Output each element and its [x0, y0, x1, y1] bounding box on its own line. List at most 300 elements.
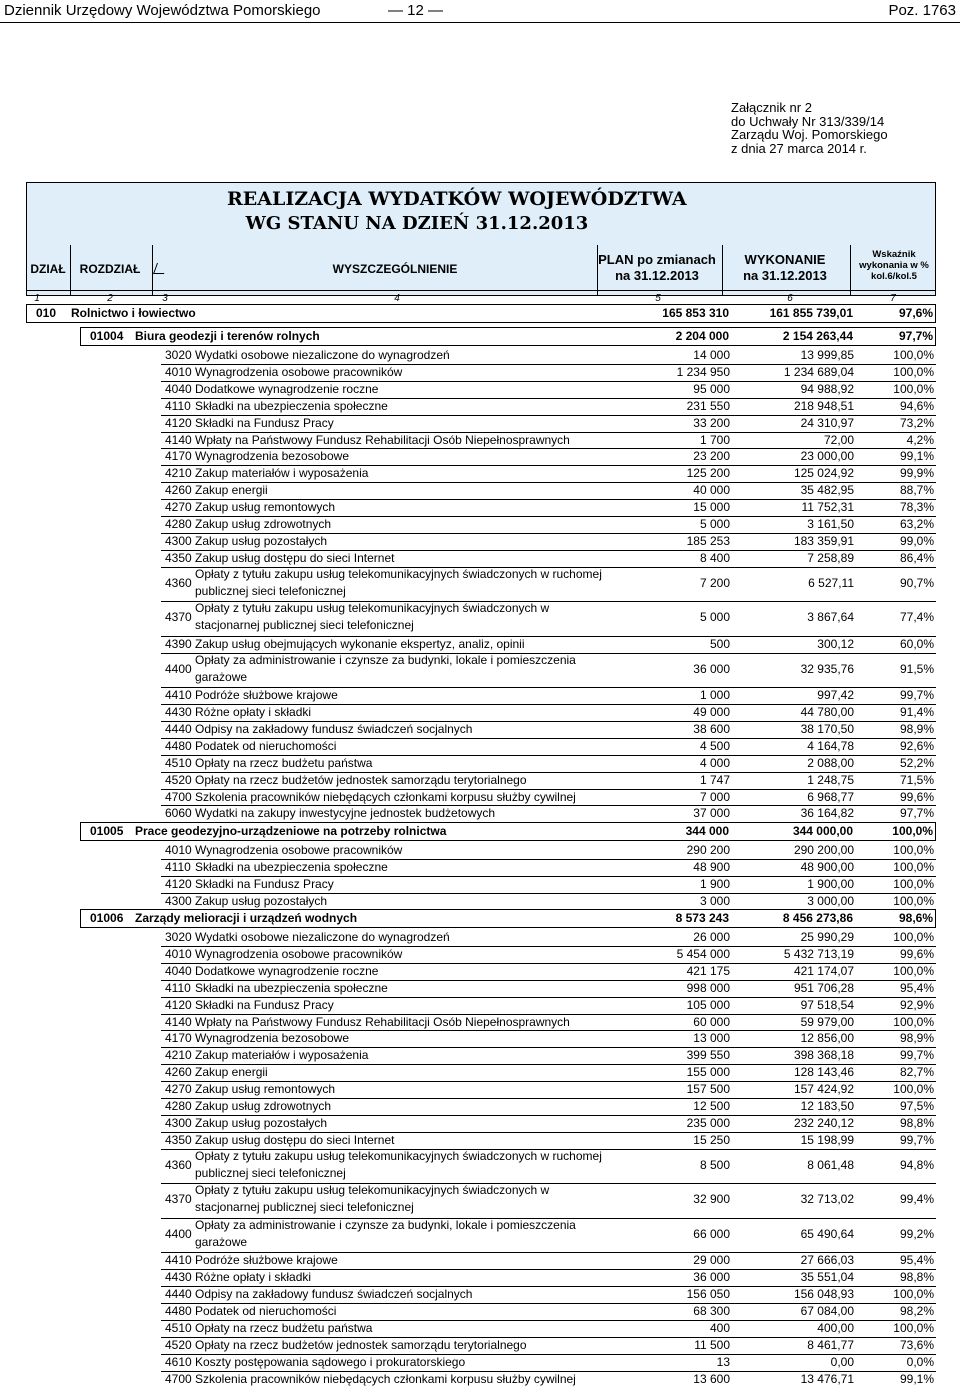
item-pct: 99,6% — [899, 789, 934, 804]
table-row — [161, 381, 936, 398]
item-plan: 37 000 — [693, 806, 730, 821]
item-plan: 290 200 — [686, 843, 730, 857]
item-wyk: 23 000,00 — [800, 449, 854, 464]
table-row — [161, 929, 936, 946]
table-row — [161, 550, 936, 567]
item-desc: Wynagrodzenia osobowe pracowników — [195, 364, 403, 379]
paragraph-code: 4110 — [165, 398, 191, 413]
item-wyk: 4 164,78 — [807, 738, 854, 753]
item-plan: 66 000 — [693, 1226, 730, 1241]
item-wyk: 125 024,92 — [793, 466, 854, 481]
item-desc: Zakup usług dostępu do sieci Internet — [195, 1132, 395, 1147]
item-pct: 100,0% — [893, 364, 934, 379]
table-row — [161, 567, 936, 602]
item-desc: Zakup energii — [195, 483, 268, 498]
annex-line: Załącznik nr 2 — [731, 100, 812, 115]
rozdzial-plan: 2 204 000 — [675, 329, 729, 343]
item-desc-line2: publicznej sieci telefonicznej — [195, 583, 346, 598]
paragraph-code: 4400 — [165, 661, 192, 676]
item-wyk: 157 424,92 — [793, 1082, 854, 1097]
item-desc-line1: Opłaty za administrowanie i czynsze za budynki, lokale i pomieszczenia — [195, 1217, 576, 1232]
item-pct: 94,8% — [899, 1157, 934, 1172]
paragraph-code: 4260 — [165, 483, 192, 498]
table-row — [161, 1371, 936, 1388]
item-wyk: 36 164,82 — [800, 806, 854, 821]
table-row — [161, 1081, 936, 1098]
item-desc: Zakup usług remontowych — [195, 500, 336, 515]
paragraph-code: 4350 — [165, 1132, 192, 1147]
item-wyk: 156 048,93 — [793, 1287, 854, 1301]
table-row — [161, 1047, 936, 1064]
rozdzial-row — [80, 327, 936, 346]
item-plan: 500 — [709, 636, 730, 651]
item-desc-line1: Opłaty z tytułu zakupu usług telekomunikacyjnych świadczonych w ruchomej — [195, 1148, 602, 1163]
item-wyk: 59 979,00 — [800, 1014, 854, 1029]
item-desc: Wynagrodzenia bezosobowe — [195, 1031, 349, 1046]
item-desc: Zakup materiałów i wyposażenia — [195, 1048, 369, 1063]
paragraph-code: 4010 — [165, 946, 192, 961]
table-row — [161, 1149, 936, 1184]
paragraph-code: 4410 — [165, 1253, 192, 1268]
col-divider — [597, 245, 598, 295]
paragraph-code: 4040 — [165, 381, 192, 396]
item-wyk: 48 900,00 — [800, 859, 854, 874]
item-plan: 235 000 — [686, 1115, 730, 1130]
paragraph-code: 4400 — [165, 1226, 192, 1241]
paragraph-code: 4700 — [165, 789, 192, 804]
item-desc: Dodatkowe wynagrodzenie roczne — [195, 381, 379, 396]
item-pct: 88,7% — [899, 483, 934, 498]
paragraph-code: 4300 — [165, 533, 192, 548]
table-row — [161, 653, 936, 688]
item-wyk: 5 432 713,19 — [783, 946, 854, 961]
item-wyk: 3 867,64 — [807, 610, 854, 625]
item-pct: 95,4% — [899, 1253, 934, 1268]
item-wyk: 8 461,77 — [807, 1337, 854, 1352]
item-wyk: 94 988,92 — [800, 381, 854, 396]
col-plan-l1: PLAN po zmianach — [598, 252, 716, 267]
item-wyk: 3 000,00 — [807, 893, 854, 908]
dzial-code: 010 — [36, 306, 57, 320]
item-wyk: 65 490,64 — [800, 1226, 854, 1241]
table-row — [161, 1320, 936, 1337]
rozdzial-code: 01006 — [90, 911, 124, 925]
paragraph-code: 4410 — [165, 688, 192, 703]
item-pct: 100,0% — [893, 1014, 934, 1029]
colnum: 3 — [162, 293, 168, 304]
table-row — [161, 1183, 936, 1218]
item-desc: Składki na ubezpieczenia społeczne — [195, 980, 388, 995]
item-wyk: 421 174,07 — [793, 963, 854, 978]
item-wyk: 951 706,28 — [793, 980, 854, 995]
paragraph-code: 4010 — [165, 843, 192, 857]
item-pct: 73,2% — [899, 415, 934, 430]
rozdzial-name: Biura geodezji i terenów rolnych — [135, 329, 320, 343]
rozdzial-wyk: 8 456 273,86 — [782, 911, 853, 925]
item-wyk: 7 258,89 — [807, 550, 854, 565]
item-desc-line2: stacjonarnej publicznej sieci telefonicznej — [195, 618, 414, 633]
item-pct: 4,2% — [906, 432, 934, 447]
rozdzial-name: Zarządy melioracji i urządzeń wodnych — [135, 911, 358, 925]
item-desc: Składki na Fundusz Pracy — [195, 997, 334, 1012]
rozdzial-wyk: 344 000,00 — [792, 824, 853, 838]
item-plan: 95 000 — [693, 381, 730, 396]
colnum: 2 — [107, 293, 113, 304]
item-plan: 14 000 — [693, 348, 730, 362]
paragraph-code: 4430 — [165, 705, 192, 719]
item-wyk: 15 198,99 — [800, 1132, 854, 1147]
paragraph-code: 4520 — [165, 1337, 192, 1352]
item-plan: 399 550 — [686, 1048, 730, 1063]
item-pct: 100,0% — [893, 893, 934, 908]
item-pct: 100,0% — [893, 963, 934, 978]
item-pct: 52,2% — [899, 755, 934, 770]
paragraph-code: 4430 — [165, 1270, 192, 1285]
item-desc: Podatek od nieruchomości — [195, 1303, 337, 1318]
paragraph-code: 6060 — [165, 806, 192, 821]
item-plan: 38 600 — [693, 721, 730, 736]
item-wyk: 232 240,12 — [793, 1115, 854, 1130]
item-plan: 157 500 — [686, 1082, 730, 1097]
item-pct: 0,0% — [906, 1354, 934, 1369]
item-plan: 32 900 — [693, 1192, 730, 1207]
table-row — [161, 415, 936, 432]
item-desc: Wynagrodzenia bezosobowe — [195, 449, 349, 464]
item-pct: 63,2% — [899, 517, 934, 531]
annex-note — [731, 101, 888, 155]
table-row — [161, 1303, 936, 1320]
col-divider — [70, 245, 71, 295]
item-desc-line1: Opłaty z tytułu zakupu usług telekomunikacyjnych świadczonych w — [195, 601, 550, 616]
item-pct: 99,2% — [899, 1226, 934, 1241]
item-plan: 421 175 — [686, 963, 730, 978]
paragraph-code: 4360 — [165, 575, 192, 590]
item-pct: 90,7% — [899, 575, 934, 590]
paragraph-code: 4510 — [165, 755, 192, 770]
item-pct: 91,5% — [899, 661, 934, 676]
table-row — [161, 963, 936, 980]
item-desc: Zakup materiałów i wyposażenia — [195, 466, 369, 481]
item-desc: Wydatki osobowe niezaliczone do wynagrodzeń — [195, 348, 450, 362]
item-desc: Składki na Fundusz Pracy — [195, 876, 334, 891]
item-plan: 15 000 — [693, 500, 730, 515]
item-pct: 100,0% — [893, 859, 934, 874]
item-wyk: 1 248,75 — [807, 772, 854, 787]
item-pct: 99,6% — [899, 946, 934, 961]
item-pct: 60,0% — [899, 636, 934, 651]
paragraph-code: 4700 — [165, 1371, 192, 1386]
item-pct: 95,4% — [899, 980, 934, 995]
item-desc: Zakup usług zdrowotnych — [195, 517, 332, 531]
item-wyk: 13 999,85 — [800, 348, 854, 362]
item-plan: 48 900 — [693, 859, 730, 874]
item-plan: 1 234 950 — [676, 364, 730, 379]
item-wyk: 290 200,00 — [793, 843, 854, 857]
table-row — [161, 859, 936, 876]
rozdzial-pct: 97,7% — [898, 329, 933, 343]
item-plan: 60 000 — [693, 1014, 730, 1029]
col-wsk-l3: kol.6/kol.5 — [871, 271, 917, 282]
rozdzial-plan: 8 573 243 — [675, 911, 729, 925]
table-row — [161, 499, 936, 516]
item-pct: 82,7% — [899, 1065, 934, 1080]
table-row — [161, 1252, 936, 1269]
paragraph-code: 4140 — [165, 1014, 192, 1029]
table-row — [161, 893, 936, 910]
item-plan: 4 000 — [699, 755, 730, 770]
paragraph-code: 4270 — [165, 500, 192, 515]
item-wyk: 6 968,77 — [807, 789, 854, 804]
colnum: 5 — [655, 293, 661, 304]
item-desc: Zakup usług dostępu do sieci Internet — [195, 550, 395, 565]
item-wyk: 72,00 — [823, 432, 854, 447]
item-pct: 100,0% — [893, 1320, 934, 1335]
item-pct: 98,2% — [899, 1303, 934, 1318]
table-row — [161, 1098, 936, 1115]
paragraph-code: 4280 — [165, 1099, 192, 1113]
item-wyk: 997,42 — [817, 688, 854, 703]
item-desc: Wynagrodzenia osobowe pracowników — [195, 843, 403, 857]
paragraph-code: 4010 — [165, 364, 192, 379]
item-wyk: 97 518,54 — [800, 997, 854, 1012]
item-desc: Wynagrodzenia osobowe pracowników — [195, 946, 403, 961]
item-desc-line2: garażowe — [195, 1234, 248, 1249]
table-row — [161, 1218, 936, 1253]
item-plan: 13 000 — [693, 1031, 730, 1046]
table-row — [161, 448, 936, 465]
item-desc: Opłaty na rzecz budżetów jednostek samorządu terytorialnego — [195, 772, 527, 787]
rozdzial-pct: 100,0% — [892, 824, 933, 838]
table-row — [161, 1064, 936, 1081]
item-plan: 40 000 — [693, 483, 730, 498]
item-desc: Koszty postępowania sądowego i prokuratorskiego — [195, 1354, 466, 1369]
item-pct: 99,4% — [899, 1192, 934, 1207]
table-row — [161, 980, 936, 997]
rozdzial-wyk: 2 154 263,44 — [782, 329, 853, 343]
item-wyk: 44 780,00 — [800, 705, 854, 719]
item-pct: 100,0% — [893, 1287, 934, 1301]
paragraph-code: 4520 — [165, 772, 192, 787]
table-row — [161, 601, 936, 636]
col-divider — [152, 245, 153, 295]
col-plan-l2: na 31.12.2013 — [615, 268, 699, 283]
table-row — [161, 1030, 936, 1047]
paragraph-code: 4360 — [165, 1157, 192, 1172]
table-row — [161, 997, 936, 1014]
paragraph-code: 4390 — [165, 636, 192, 651]
item-pct: 78,3% — [899, 500, 934, 515]
item-desc: Różne opłaty i składki — [195, 1270, 312, 1285]
table-row — [161, 772, 936, 789]
report-title: REALIZACJA WYDATKÓW WOJEWÓDZTWA — [227, 188, 687, 210]
item-wyk: 300,12 — [817, 636, 854, 651]
item-pct: 98,8% — [899, 1115, 934, 1130]
paragraph-code: 4120 — [165, 876, 192, 891]
paragraph-code: 4170 — [165, 1031, 192, 1046]
item-pct: 99,9% — [899, 466, 934, 481]
col-dzial: DZIAŁ — [30, 262, 66, 276]
dzial-pct: 97,6% — [898, 306, 933, 320]
item-pct: 92,6% — [899, 738, 934, 753]
table-row — [161, 516, 936, 533]
table-row — [161, 704, 936, 721]
item-desc-line2: garażowe — [195, 669, 248, 684]
item-desc: Zakup usług zdrowotnych — [195, 1099, 332, 1113]
colnum: 1 — [34, 293, 40, 304]
item-plan: 1 700 — [699, 432, 730, 447]
item-wyk: 24 310,97 — [800, 415, 854, 430]
item-pct: 99,7% — [899, 1048, 934, 1063]
table-row — [161, 755, 936, 772]
table-row — [161, 842, 936, 859]
item-pct: 99,1% — [899, 1371, 934, 1386]
item-plan: 11 500 — [694, 1337, 730, 1352]
item-wyk: 27 666,03 — [800, 1253, 854, 1268]
col-wsk-l2: wykonania w % — [859, 260, 929, 271]
item-desc: Opłaty na rzecz budżetów jednostek samorządu terytorialnego — [195, 1337, 527, 1352]
table-row — [161, 687, 936, 704]
item-plan: 49 000 — [693, 705, 730, 719]
item-wyk: 218 948,51 — [793, 398, 854, 413]
item-wyk: 32 713,02 — [800, 1192, 854, 1207]
item-plan: 5 000 — [699, 610, 730, 625]
item-wyk: 35 551,04 — [800, 1270, 854, 1285]
item-pct: 99,7% — [899, 1132, 934, 1147]
item-pct: 100,0% — [893, 348, 934, 362]
item-desc: Składki na Fundusz Pracy — [195, 415, 334, 430]
paragraph-code: 4110 — [165, 980, 191, 995]
dzial-row — [26, 304, 936, 323]
dzial-name: Rolnictwo i łowiectwo — [71, 306, 196, 320]
paragraph-code: 4370 — [165, 1192, 192, 1207]
col-divider — [722, 245, 723, 295]
item-pct: 98,9% — [899, 1031, 934, 1046]
item-wyk: 12 183,50 — [800, 1099, 854, 1113]
item-pct: 99,0% — [899, 533, 934, 548]
item-desc: Zakup usług pozostałych — [195, 893, 328, 908]
item-pct: 99,1% — [899, 449, 934, 464]
item-plan: 125 200 — [686, 466, 730, 481]
item-desc-line1: Opłaty z tytułu zakupu usług telekomunikacyjnych świadczonych w ruchomej — [195, 566, 602, 581]
item-desc: Zakup usług obejmujących wykonanie ekspertyz, analiz, opinii — [195, 636, 525, 651]
item-pct: 98,8% — [899, 1270, 934, 1285]
item-desc: Wpłaty na Państwowy Fundusz Rehabilitacji Osób Niepełnosprawnych — [195, 1014, 570, 1029]
colnum: 7 — [890, 293, 896, 304]
rozdzial-pct: 98,6% — [898, 911, 933, 925]
table-row — [161, 482, 936, 499]
item-wyk: 1 900,00 — [807, 876, 854, 891]
item-desc: Odpisy na zakładowy fundusz świadczeń socjalnych — [195, 1287, 473, 1301]
item-desc: Różne opłaty i składki — [195, 705, 312, 719]
item-desc: Podróże służbowe krajowe — [195, 688, 338, 703]
item-pct: 98,9% — [899, 721, 934, 736]
paragraph-code: 3020 — [165, 348, 192, 362]
item-desc: Podróże służbowe krajowe — [195, 1253, 338, 1268]
paragraph-code: 4120 — [165, 415, 192, 430]
annex-line: Zarządu Woj. Pomorskiego — [731, 127, 888, 142]
dzial-wyk: 161 855 739,01 — [769, 306, 853, 320]
item-plan: 4 500 — [699, 738, 730, 753]
item-desc: Podatek od nieruchomości — [195, 738, 337, 753]
item-desc: Zakup energii — [195, 1065, 268, 1080]
item-wyk: 11 752,31 — [801, 500, 854, 515]
item-desc: Odpisy na zakładowy fundusz świadczeń socjalnych — [195, 721, 473, 736]
item-wyk: 35 482,95 — [800, 483, 854, 498]
item-plan: 231 550 — [686, 398, 730, 413]
item-plan: 13 — [716, 1354, 730, 1369]
paragraph-code: 4370 — [165, 610, 192, 625]
item-plan: 12 500 — [693, 1099, 730, 1113]
col-wyk-l2: na 31.12.2013 — [743, 268, 827, 283]
table-row — [161, 398, 936, 415]
item-desc: Wydatki osobowe niezaliczone do wynagrodzeń — [195, 930, 450, 944]
colnum: 6 — [787, 293, 793, 304]
item-wyk: 1 234 689,04 — [783, 364, 854, 379]
annex-line: do Uchwały Nr 313/339/14 — [731, 113, 885, 129]
item-desc: Szkolenia pracowników niebędących członkami korpusu służby cywilnej — [195, 789, 576, 804]
item-desc: Zakup usług pozostałych — [195, 1115, 328, 1130]
paragraph-code: 4270 — [165, 1082, 192, 1097]
item-pct: 97,5% — [899, 1099, 934, 1113]
col-wyk — [730, 252, 840, 284]
paragraph-code: 4140 — [165, 432, 192, 447]
item-desc: Wpłaty na Państwowy Fundusz Rehabilitacji Osób Niepełnosprawnych — [195, 432, 570, 447]
table-row — [161, 533, 936, 550]
item-wyk: 0,00 — [830, 1354, 854, 1369]
paragraph-code: 3020 — [165, 930, 192, 944]
page-header — [0, 0, 960, 24]
table-row — [161, 432, 936, 449]
item-pct: 100,0% — [893, 381, 934, 396]
rozdzial-row — [80, 909, 936, 928]
item-desc: Składki na ubezpieczenia społeczne — [195, 859, 388, 874]
item-plan: 1 747 — [699, 772, 730, 787]
item-wyk: 13 476,71 — [800, 1371, 854, 1386]
item-desc: Opłaty na rzecz budżetu państwa — [195, 1320, 373, 1335]
paragraph-code: 4610 — [165, 1354, 192, 1369]
item-wyk: 67 084,00 — [800, 1303, 854, 1318]
item-plan: 8 400 — [699, 550, 730, 565]
col-rozdzial: ROZDZIAŁ — [79, 262, 141, 276]
colnum: 4 — [394, 293, 400, 304]
table-row — [161, 721, 936, 738]
item-wyk: 128 143,46 — [793, 1065, 854, 1080]
item-desc: Opłaty na rzecz budżetu państwa — [195, 755, 373, 770]
item-pct: 71,5% — [899, 772, 934, 787]
header-rule — [0, 22, 960, 23]
item-desc: Zakup usług pozostałych — [195, 533, 328, 548]
item-wyk: 398 368,18 — [793, 1048, 854, 1063]
item-wyk: 2 088,00 — [807, 755, 854, 770]
paragraph-code: 4510 — [165, 1320, 192, 1335]
item-pct: 100,0% — [893, 876, 934, 891]
paragraph-code: 4040 — [165, 963, 192, 978]
table-row — [161, 1269, 936, 1286]
paragraph-code: 4210 — [165, 466, 192, 481]
item-plan: 185 253 — [686, 533, 730, 548]
item-wyk: 400,00 — [817, 1320, 854, 1335]
table-row — [161, 1354, 936, 1371]
table-row — [161, 347, 936, 364]
item-plan: 29 000 — [693, 1253, 730, 1268]
item-pct: 86,4% — [899, 550, 934, 565]
header-divider — [26, 290, 936, 291]
item-pct: 92,9% — [899, 997, 934, 1012]
item-plan: 400 — [709, 1320, 730, 1335]
paragraph-code: 4300 — [165, 893, 192, 908]
item-plan: 33 200 — [693, 415, 730, 430]
item-desc-line2: stacjonarnej publicznej sieci telefonicznej — [195, 1200, 414, 1215]
